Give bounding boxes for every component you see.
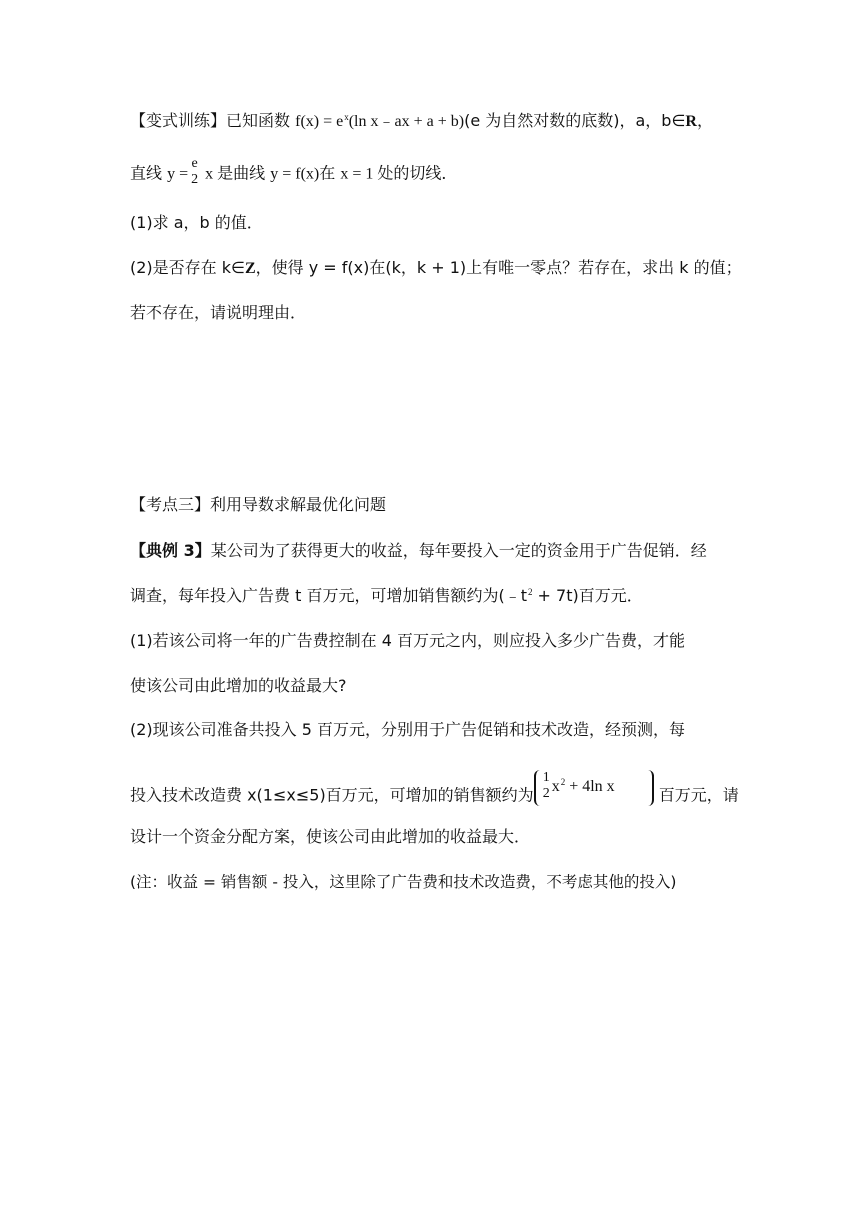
variant-question-1: (1)求 a，b 的值． [130,213,263,232]
part-2-line-2: 投入技术改造费 x(1≤x≤5)百万元，可增加的销售额约为 1 2 $x^2 + 4\ln$ x 百万元，请 [130,770,739,805]
example-line-1: 【典例 3】某公司为了获得更大的收益，每年要投入一定的资金用于广告促销．经 [130,541,707,560]
example-line-2: 调查，每年投入广告费 t 百万元，可增加销售额约为$(﹣t^2 + 7t)$百万元． [130,586,643,605]
variant-line-2: 直线 y = e 2 x 是曲线 y = f(x)在 x = 1 处的切线． [130,156,458,187]
sales-expression: 1 2 $x^2 + 4\ln$ x [534,770,654,806]
fraction-1-over-2: 1 2 [542,770,550,801]
example-label: 【典例 3】 [130,541,211,560]
part-2-line-3: 设计一个资金分配方案，使该公司由此增加的收益最大． [130,827,531,846]
part-1-line-1: (1)若该公司将一年的广告费控制在 4 百万元之内，则应投入多少广告费，才能 [130,631,686,650]
section-title: 【考点三】利用导数求解最优化问题 [130,495,387,514]
part-2-line-1: (2)现该公司准备共投入 5 百万元，分别用于广告促销和技术改造，经预测，每 [130,720,686,739]
variant-question-2: (2)是否存在 k∈Z，使得 y = f(x)在(k，k + 1)上有唯一零点？若存在，求出 k 的值； [130,258,742,277]
variant-question-2-cont: 若不存在，请说明理由． [130,303,307,322]
fraction-e-over-2: e 2 [191,156,199,187]
part-1-line-2: 使该公司由此增加的收益最大? [130,676,347,695]
variant-label: 【变式训练】 [130,111,227,130]
variant-line-1: 【变式训练】已知函数 $f(x) = e^x(\ln$ x﹣ax + a + b)(e 为自然对数的底数)，a，b∈R， [130,111,713,130]
note: (注：收益 = 销售额 - 投入，这里除了广告费和技术改造费，不考虑其他的投入) [130,873,677,891]
